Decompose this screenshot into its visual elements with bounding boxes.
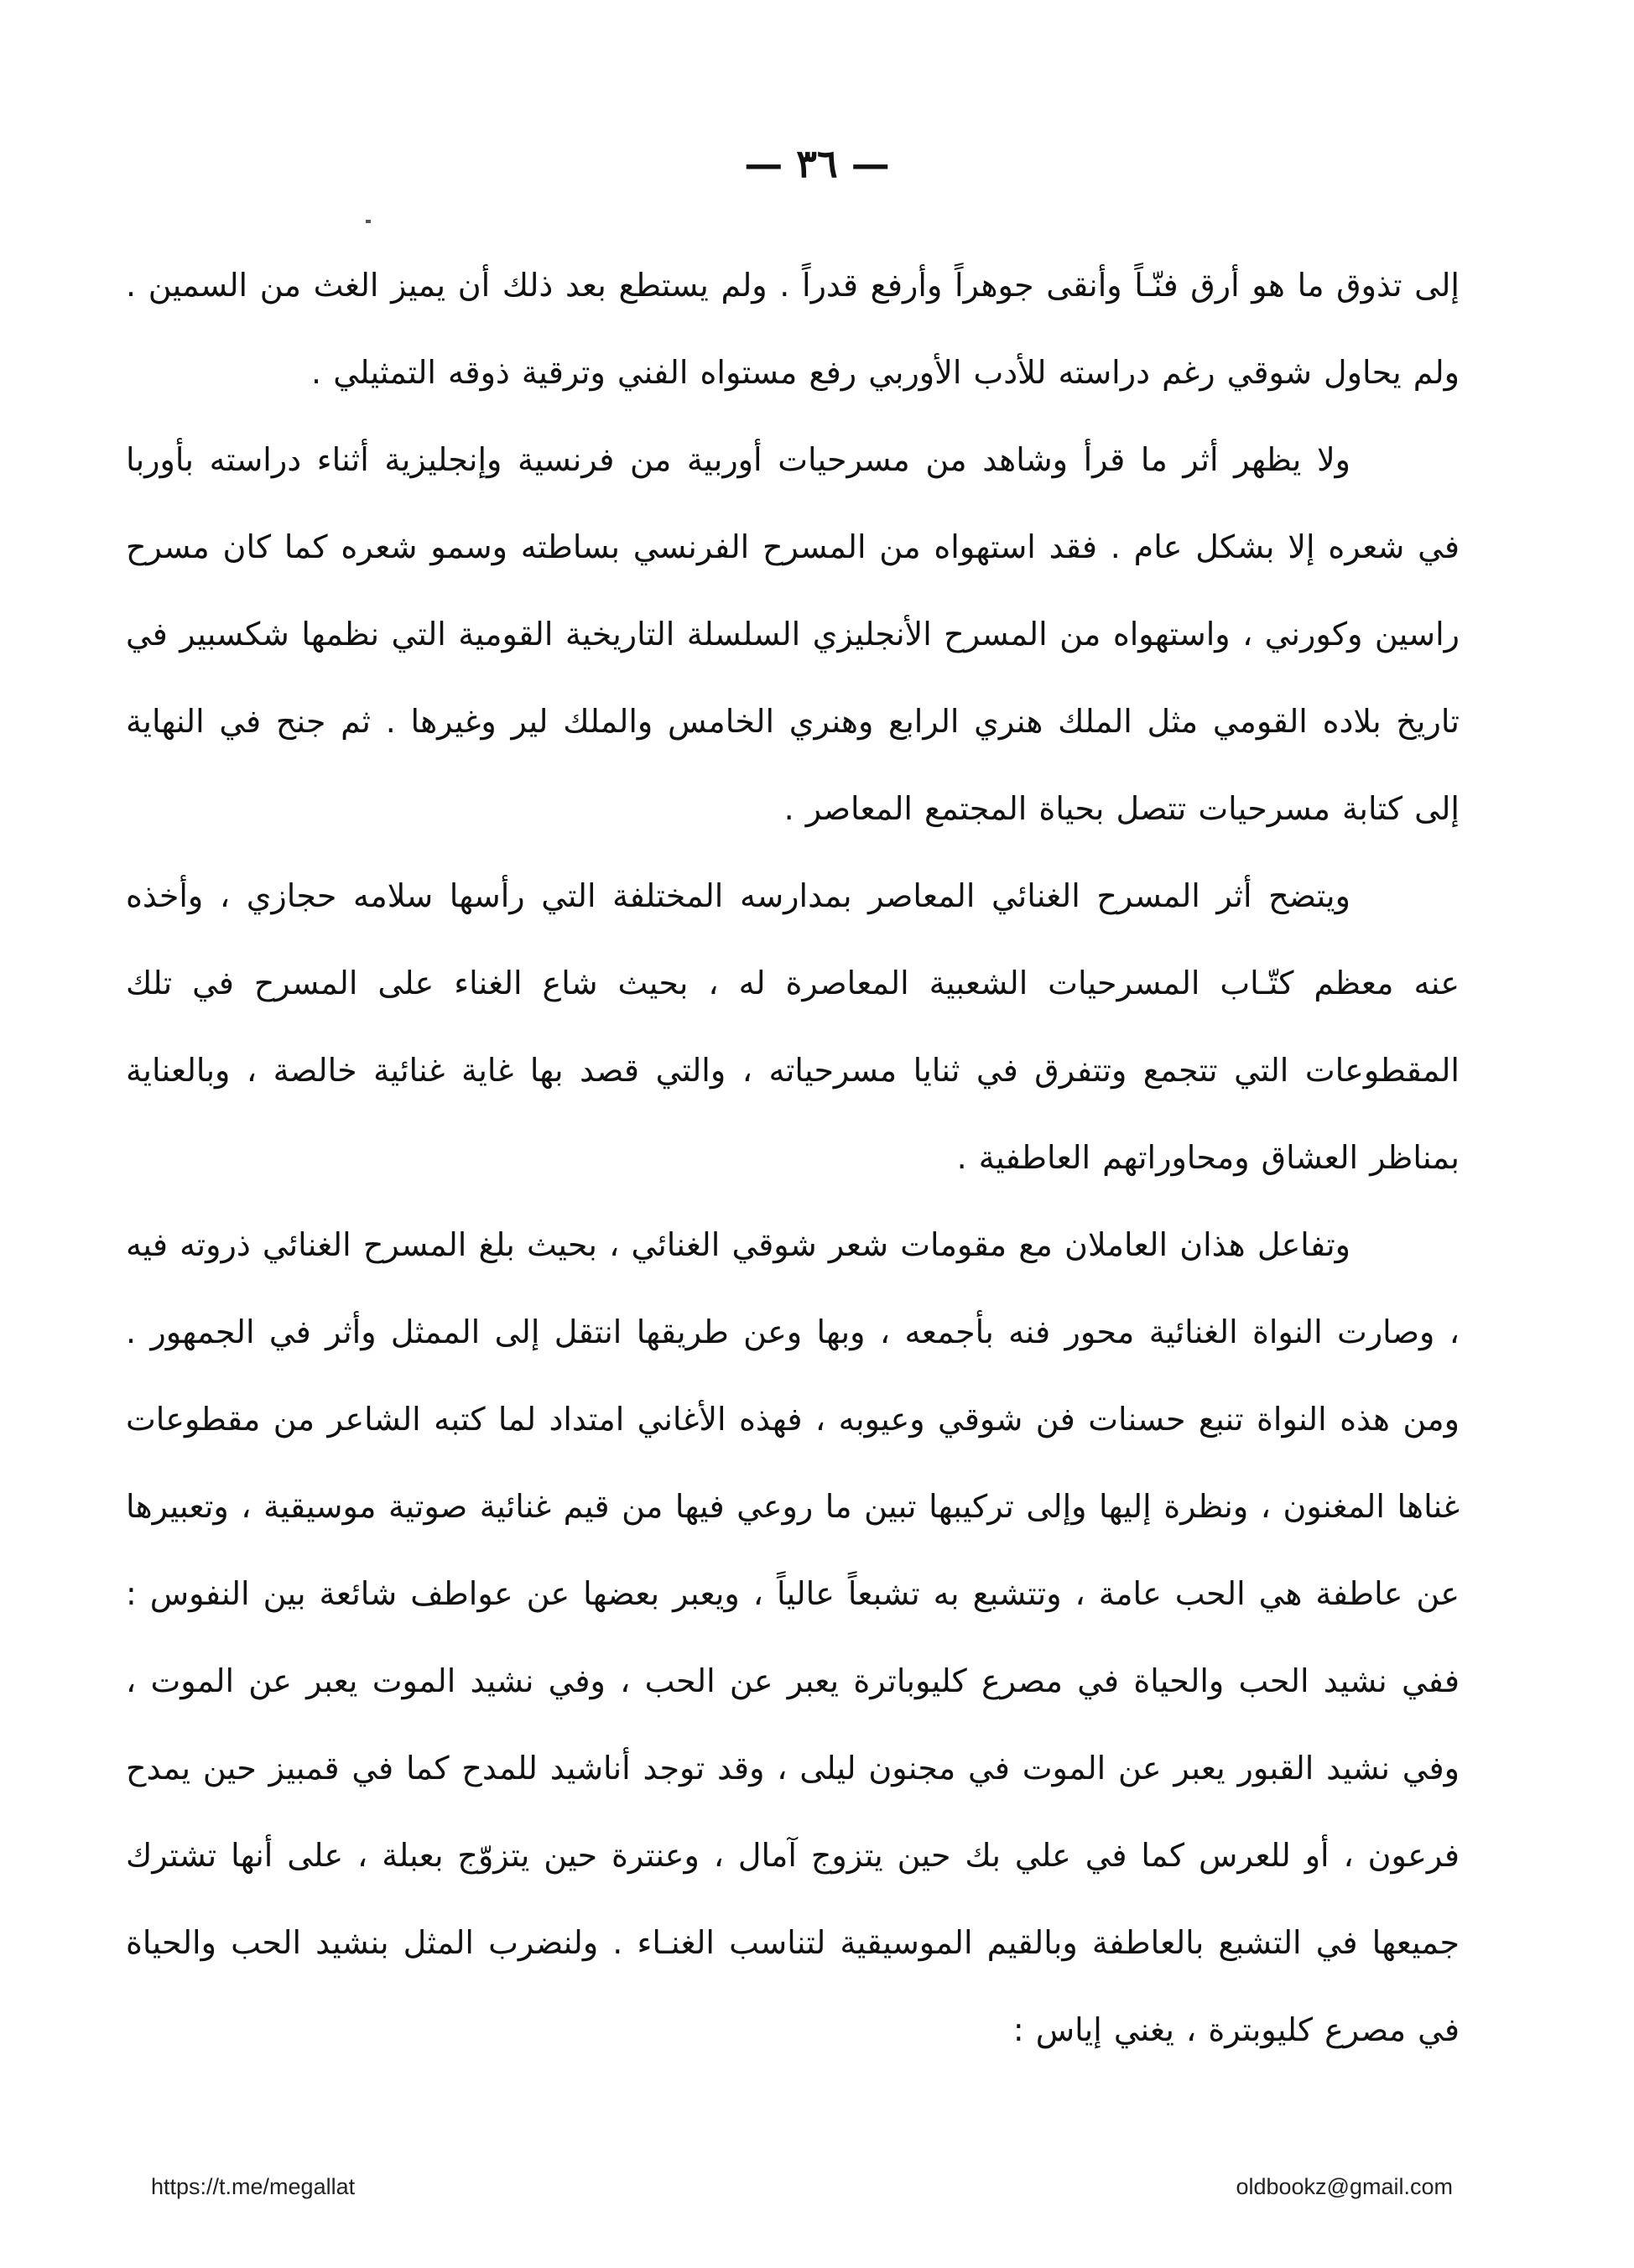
footer-link[interactable]: https://t.me/megallat <box>151 2174 356 2199</box>
footer-email[interactable]: oldbookz@gmail.com <box>1236 2174 1453 2199</box>
body-text <box>126 242 1460 2073</box>
paragraph-4: وتفاعل هذان العاملان مع مقومات شعر شوقي الغنائي ، بحيث بلغ المسرح الغنائي ذروته فيه ، وصارت النواة الغنائية محور فنه بأجمعه ، وبها وعن طريقها انتقل إلى الممثل وأثر في الجمهور . ومن هذه النواة تنبع حسنات فن شوقي وعيوبه ، فهذه الأغاني امتداد لما كتبه الشاعر من مقطوعات غناها المغنون ، ونظرة إليها وإلى تركيبها تبين ما روعي فيها من قيم غنائية صوتية موسيقية ، وتعبيرها عن عاطفة هي الحب عامة ، وتتشبع به تشبعاً عالياً ، ويعبر بعضها عن عواطف شائعة بين النفوس : ففي نشيد الحب والحياة في مصرع كليوباترة يعبر عن الحب ، وفي نشيد الموت يعبر عن الموت ، وفي نشيد القبور يعبر عن الموت في مجنون ليلى ، وقد توجد أناشيد للمدح كما في قمبيز حين يمدح فرعون ، أو للعرس كما في علي بك حين يتزوج آمال ، وعنترة حين يتزوّج بعبلة ، على أنها تشترك جميعها في التشبع بالعاطفة وبالقيم الموسيقية لتناسب الغنـاء . ولنضرب المثل بنشيد الحب والحياة في مصرع كليوبترة ، يغني إياس : <box>126 1226 1460 2048</box>
paragraph-3: ويتضح أثر المسرح الغنائي المعاصر بمدارسه المختلفة التي رأسها سلامه حجازي ، وأخذه عنه معظم كتّـاب المسرحيات الشعبية المعاصرة له ، بحيث شاع الغناء على المسرح في تلك المقطوعات التي تتجمع وتتفرق في ثنايا مسرحياته ، والتي قصد بها غاية غنائية خالصة ، وبالعناية بمناظر العشاق ومحاوراتهم العاطفية . <box>126 877 1460 1176</box>
page-number: — ٣٦ — <box>744 141 890 186</box>
stray-ink-mark <box>366 220 371 223</box>
paragraph-2: ولا يظهر أثر ما قرأ وشاهد من مسرحيات أوربية من فرنسية وإنجليزية أثناء دراسته بأوربا في شعره إلا بشكل عام . فقد استهواه من المسرح الفرنسي بساطته وسمو شعره كما كان مسرح راسين وكورني ، واستهواه من المسرح الأنجليزي السلسلة التاريخية القومية التي نظمها شكسبير في تاريخ بلاده القومي مثل الملك هنري الرابع وهنري الخامس والملك لير وغيرها . ثم جنح في النهاية إلى كتابة مسرحيات تتصل بحياة المجتمع المعاصر . <box>126 441 1460 827</box>
paragraph-1: إلى تذوق ما هو أرق فنّـاً وأنقى جوهراً وأرفع قدراً . ولم يستطع بعد ذلك أن يميز الغث من السمين . ولم يحاول شوقي رغم دراسته للأدب الأوربي رفع مستواه الفني وترقية ذوقه التمثيلي . <box>126 267 1460 391</box>
